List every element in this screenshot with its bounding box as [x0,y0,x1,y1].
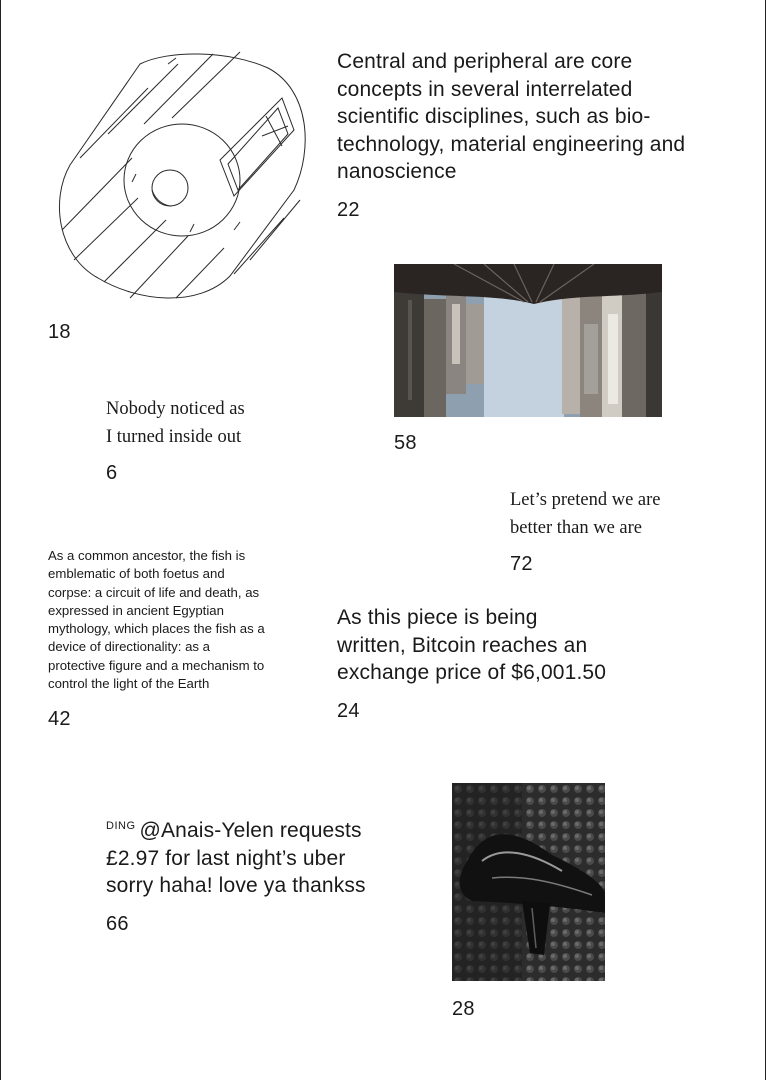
item-number: 28 [452,998,475,1020]
item-number: 24 [337,699,360,722]
item-text: @Anais-Yelen requests £2.97 for last night’s uber sorry haha! love ya thankss [106,819,366,897]
index-item-42[interactable] [48,547,268,731]
item-text: As this piece is being written, Bitcoin reaches an exchange price of $6,001.50 [337,606,607,684]
page-border-left [0,0,1,1080]
item-text-block [106,813,381,900]
item-number: 66 [106,912,129,935]
item-number: 58 [394,432,417,454]
page-border-right [765,0,766,1080]
item-number: 18 [48,321,71,343]
index-item-58[interactable] [394,264,662,455]
item-text-line-1: Nobody noticed as [106,399,245,419]
index-item-24[interactable] [337,604,607,723]
item-text-line-2: I turned inside out [106,427,242,447]
city-photo-thumbnail [394,264,662,417]
index-item-66[interactable] [106,813,381,936]
item-text: Central and peripheral are core concepts in several interrelated scientific disciplines, such as bio-technology, material engineering and nanoscience [337,50,686,183]
item-text-line-1: Let’s pretend we are [510,490,661,510]
sculpture-photo-thumbnail [452,783,605,981]
item-number: 6 [106,462,118,484]
ding-prefix: DING [106,820,136,832]
item-number: 72 [510,553,533,575]
item-number: 42 [48,708,71,731]
index-item-72[interactable] [510,486,750,576]
index-item-28[interactable] [452,783,605,1021]
index-item-18[interactable] [48,50,318,344]
item-text-line-2: better than we are [510,518,642,538]
cylinder-diagram-illustration [48,50,310,305]
index-item-6[interactable] [106,395,346,485]
item-text: As a common ancestor, the fish is emblematic of both foetus and corpse: a circuit of life and death, as expressed in ancient Egyptian mythology, which places the fish as a device of directionality: as a protective figure and a mechanism to control the light of the Earth [48,548,265,692]
index-item-22[interactable] [337,48,717,222]
item-number: 22 [337,198,360,221]
